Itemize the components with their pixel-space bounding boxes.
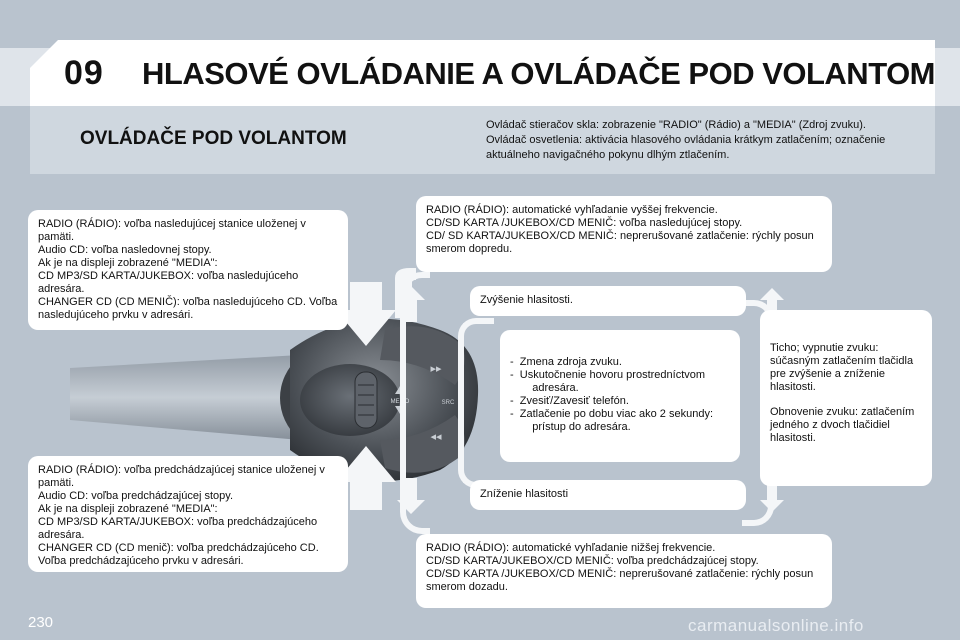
volume-up-box: Zvýšenie hlasitosti. [470,286,746,316]
chapter-number: 09 [64,54,104,92]
volume-down-box: Zníženie hlasitosti [470,480,746,510]
list-item: - Uskutočnenie hovoru prostredníctvom adresára. [510,369,706,394]
page-number: 230 [28,614,54,631]
seek-down-box: RADIO (RÁDIO): automatické vyhľadanie nižšej frekvencie. CD/SD KARTA/JUKEBOX/CD MENIČ: voľba predchádzajúcej stopy. CD/SD KARTA /JUKEBOX/CD MENIČ: neprerušované zatlačenie: rýchly posun smerom dozadu. [416,534,832,608]
section-intro: Ovládač stieračov skla: zobrazenie "RADIO" (Rádio) a "MEDIA" (Zdroj zvuku). Ovládač osvetlenia: aktivácia hlasového ovládania krátkym zatlačením; označenie aktuálneho navigačného pokynu dlhým ztlačením. [486,119,886,161]
src-label: SRC [441,400,455,406]
outer-bracket [400,272,430,534]
previous-station-box: RADIO (RÁDIO): voľba predchádzajúcej stanice uloženej v pamäti. Audio CD: voľba predchádzajúcej stopy. Ak je na displeji zobrazené "MEDIA": CD MP3/SD KARTA/JUKEBOX: voľba predchádzajúceho adresára. CHANGER CD (CD menič): voľba predchádzajúceho CD. Voľba predchádzajúceho prvku v adresári. [28,456,348,572]
seek-up-box: RADIO (RÁDIO): automatické vyhľadanie vyššej frekvencie. CD/SD KARTA /JUKEBOX/CD MENIČ: voľba nasledujúcej stopy. CD/ SD KARTA/JUKEBOX/CD MENIČ: neprerušované zatlačenie: rýchly posun smerom dopredu. [416,196,832,272]
list-item: - Zmena zdroja zvuku. [510,356,622,368]
watermark: carmanualsonline.info [688,616,864,635]
forward-icon: ▸▸ [430,362,442,375]
rewind-icon: ◂◂ [430,430,442,443]
list-item: - Zatlačenie po dobu viac ako 2 sekundy: prístup do adresára. [510,408,714,433]
next-station-box: RADIO (RÁDIO): voľba nasledujúcej stanice uloženej v pamäti. Audio CD: voľba nasledovnej stopy. Ak je na displeji zobrazené "MEDIA": CD MP3/SD KARTA/JUKEBOX: voľba nasledujúceho adresára. CHANGER CD (CD MENIČ): voľba nasledujúceho CD. Voľba nasledujúceho prvku v adresári. [28,210,348,330]
mute-box [760,310,932,486]
section-title: OVLÁDAČE POD VOLANTOM [80,128,347,149]
mute-text: Ticho; vypnutie zvuku: súčasným zatlačením tlačidla pre zvýšenie a zníženie hlasitosti. [770,342,917,393]
chapter-title: HLASOVÉ OVLÁDANIE A OVLÁDAČE POD VOLANTOM [142,56,936,91]
inner-bracket [458,318,494,488]
list-item: - Zvesiť/Zavesiť telefón. [510,395,629,407]
memo-label: MEMO [390,399,410,405]
unmute-text: Obnovenie zvuku: zatlačením jedného z dvoch tlačidiel hlasitosti. [770,406,918,444]
source-phone-box [500,330,740,462]
